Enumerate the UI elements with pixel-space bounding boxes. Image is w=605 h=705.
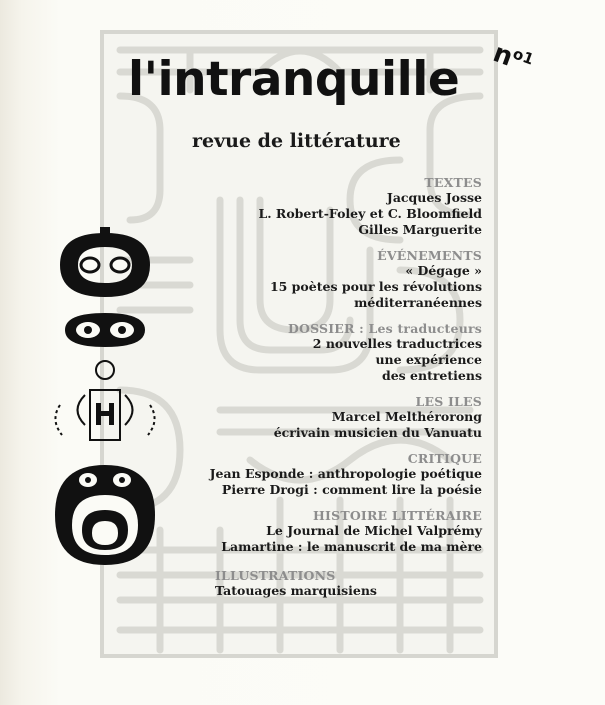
masthead-title: l'intranquille: [128, 52, 460, 107]
toc-entry: méditerranéennes: [354, 295, 482, 310]
toc-section-dossier: [102, 321, 482, 384]
toc-entry: Tatouages marquisiens: [215, 583, 377, 598]
toc-entry: une expérience: [375, 352, 482, 367]
section-heading: ÉVÉNEMENTS: [377, 248, 482, 263]
toc-entry: 2 nouvelles traductrices: [312, 336, 482, 351]
toc-entry: des entretiens: [381, 368, 482, 383]
masthead-subtitle: revue de littérature: [192, 130, 401, 152]
issue-digit: o1: [510, 44, 537, 69]
toc-entry: « Dégage »: [405, 263, 482, 278]
section-heading: ILLUSTRATIONS: [215, 568, 336, 583]
toc-entry: Lamartine : le manuscrit de ma mère: [221, 539, 482, 554]
toc-entry: Marcel Melthérorong: [331, 409, 482, 424]
section-heading: [102, 321, 482, 336]
section-heading: TEXTES: [424, 175, 482, 190]
section-heading: HISTOIRE LITTÉRAIRE: [313, 508, 482, 523]
table-of-contents: [102, 175, 482, 565]
toc-entry: Gilles Marguerite: [358, 222, 482, 237]
toc-entry: Jacques Josse: [386, 190, 482, 205]
section-heading: CRITIQUE: [407, 451, 482, 466]
toc-entry: Jean Esponde : anthropologie poétique: [209, 466, 482, 481]
toc-section-evenements: [102, 248, 482, 311]
section-heading-rest: Les traducteurs: [368, 321, 482, 336]
toc-entry: Le Journal de Michel Valprémy: [266, 523, 482, 538]
toc-section-les-iles: [102, 394, 482, 441]
toc-section-textes: [102, 175, 482, 238]
toc-section-illustrations: [215, 568, 377, 599]
toc-entry: écrivain musicien du Vanuatu: [273, 425, 482, 440]
toc-entry: Pierre Drogi : comment lire la poésie: [221, 482, 482, 497]
toc-entry: L. Robert-Foley et C. Bloomfield: [258, 206, 482, 221]
toc-section-critique: [102, 451, 482, 498]
toc-entry: 15 poètes pour les révolutions: [269, 279, 482, 294]
toc-section-histoire-litteraire: [102, 508, 482, 555]
section-heading-main: DOSSIER :: [287, 321, 369, 336]
section-heading: LES ILES: [415, 394, 482, 409]
issue-letter: n: [489, 38, 517, 73]
